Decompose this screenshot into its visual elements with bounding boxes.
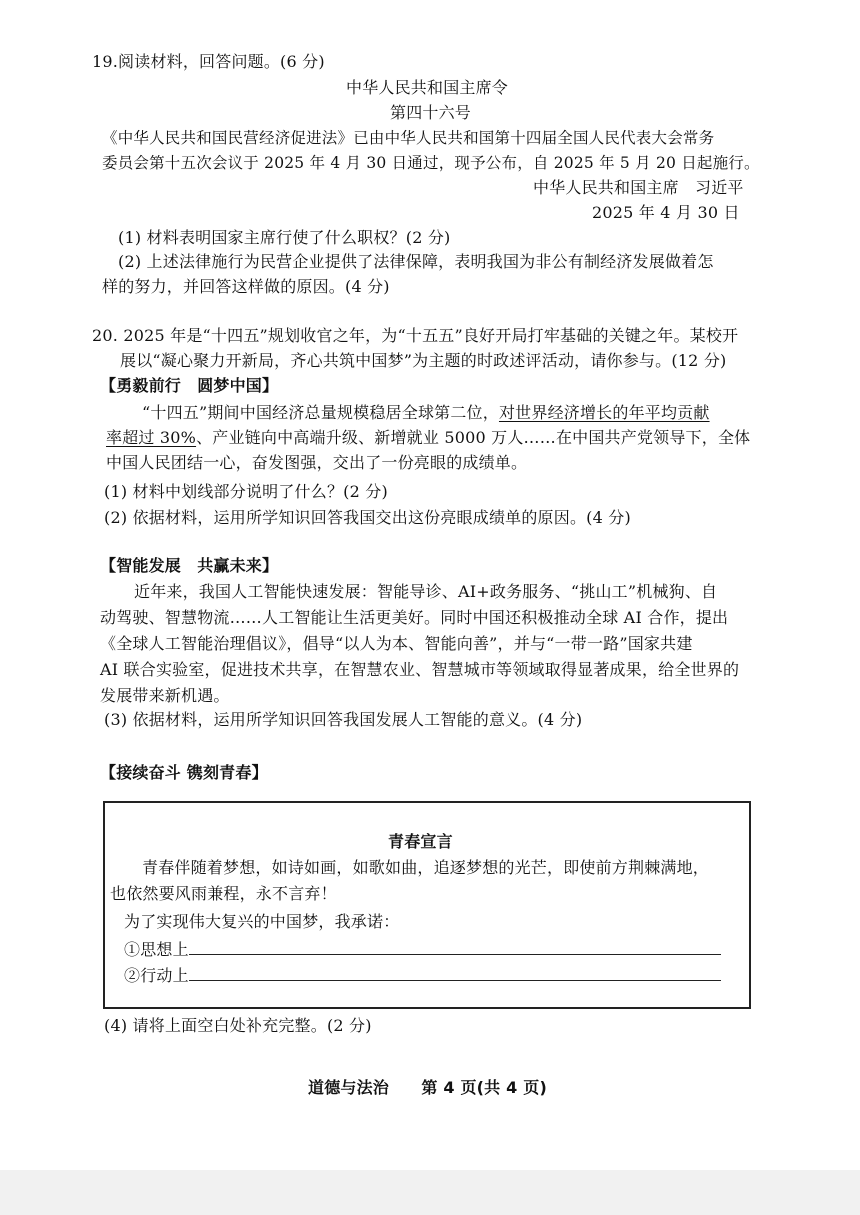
q20-sub-question-2: (2) 依据材料，运用所学知识回答我国交出这份亮眼成绩单的原因。(4 分): [104, 508, 631, 527]
q19-sub-question-2-line-1: (2) 上述法律施行为民营企业提供了法律保障，表明我国为非公有制经济发展做着怎: [118, 252, 714, 271]
q20-stem-line-2: 展以“凝心聚力开新局，齐心共筑中国梦”为主题的时政述评活动，请你参与。(12 分): [120, 351, 727, 370]
q19-body-line-2: 委员会第十五次会议于 2025 年 4 月 30 日通过，现予公布，自 2025 年 5 月 20 日起施行。: [102, 154, 760, 172]
action-commitment-row: [124, 964, 721, 986]
thought-answer-blank[interactable]: [189, 938, 721, 955]
action-answer-blank[interactable]: [189, 964, 721, 981]
declaration-line-1: 青春伴随着梦想，如诗如画，如歌如曲，追逐梦想的光芒，即使前方荆棘满地，: [142, 858, 710, 877]
q19-sub-question-2-line-2: 样的努力，并回答这样做的原因。(4 分): [102, 277, 390, 296]
section-1-paragraph-line-1: [142, 403, 710, 423]
declaration-line-3: 为了实现伟大复兴的中国梦，我承诺：: [124, 912, 400, 931]
underlined-text-end: 率超过 30%: [106, 428, 197, 447]
section-1-text-cont: 、产业链向中高端升级、新增就业 5000 万人……在中国共产党领导下，全体: [196, 428, 751, 447]
section-2-paragraph-line-5: 发展带来新机遇。: [100, 686, 230, 705]
page-bottom-margin: [0, 1170, 860, 1215]
section-title-2: 【智能发展 共赢未来】: [100, 556, 279, 575]
order-date: 2025 年 4 月 30 日: [592, 203, 740, 222]
section-title-3: 【接续奋斗 镌刻青春】: [100, 763, 268, 782]
q19-sub-question-1: (1) 材料表明国家主席行使了什么职权？(2 分): [118, 228, 451, 247]
page-footer: 道德与法治 第 4 页(共 4 页): [308, 1078, 547, 1097]
q20-sub-question-3: (3) 依据材料，运用所学知识回答我国发展人工智能的意义。(4 分): [104, 710, 583, 729]
q19-body-line-1: 《中华人民共和国民营经济促进法》已由中华人民共和国第十四届全国人民代表大会常务: [102, 129, 715, 147]
declaration-line-2: 也依然要风雨兼程，永不言弃！: [110, 884, 337, 903]
order-title: 中华人民共和国主席令: [346, 78, 509, 97]
underlined-text: 对世界经济增长的年平均贡献: [498, 403, 710, 422]
section-2-paragraph-line-1: 近年来，我国人工智能快速发展：智能导诊、AI+政务服务、“挑山工”机械狗、自: [134, 582, 718, 601]
q20-sub-question-1: (1) 材料中划线部分说明了什么？(2 分): [104, 482, 388, 501]
section-2-paragraph-line-4: AI 联合实验室，促进技术共享，在智慧农业、智慧城市等领域取得显著成果，给全世界的: [100, 660, 740, 679]
thought-commitment-row: [124, 938, 721, 960]
section-title-1: 【勇毅前行 圆梦中国】: [100, 376, 279, 395]
section-2-paragraph-line-2: 动驾驶、智慧物流……人工智能让生活更美好。同时中国还积极推动全球 AI 合作，提出: [100, 608, 729, 627]
section-1-text: “十四五”期间中国经济总量规模稳居全球第二位，: [142, 403, 499, 422]
section-2-paragraph-line-3: 《全球人工智能治理倡议》，倡导“以人为本、智能向善”，并与“一带一路”国家共建: [100, 634, 693, 653]
order-number: 第四十六号: [390, 103, 472, 122]
q20-stem-line-1: 20. 2025 年是“十四五”规划收官之年，为“十五五”良好开局打牢基础的关键之年。某校开: [92, 326, 739, 345]
q20-sub-question-4: (4) 请将上面空白处补充完整。(2 分): [104, 1016, 372, 1035]
declaration-title: 青春宣言: [388, 832, 453, 851]
section-1-paragraph-line-2: [106, 428, 750, 448]
order-signer: 中华人民共和国主席 习近平: [533, 178, 744, 197]
section-1-paragraph-line-3: 中国人民团结一心，奋发图强，交出了一份亮眼的成绩单。: [106, 453, 528, 472]
action-label: ②行动上: [124, 966, 189, 985]
thought-label: ①思想上: [124, 940, 189, 959]
q19-stem: 19.阅读材料，回答问题。(6 分): [92, 52, 325, 71]
